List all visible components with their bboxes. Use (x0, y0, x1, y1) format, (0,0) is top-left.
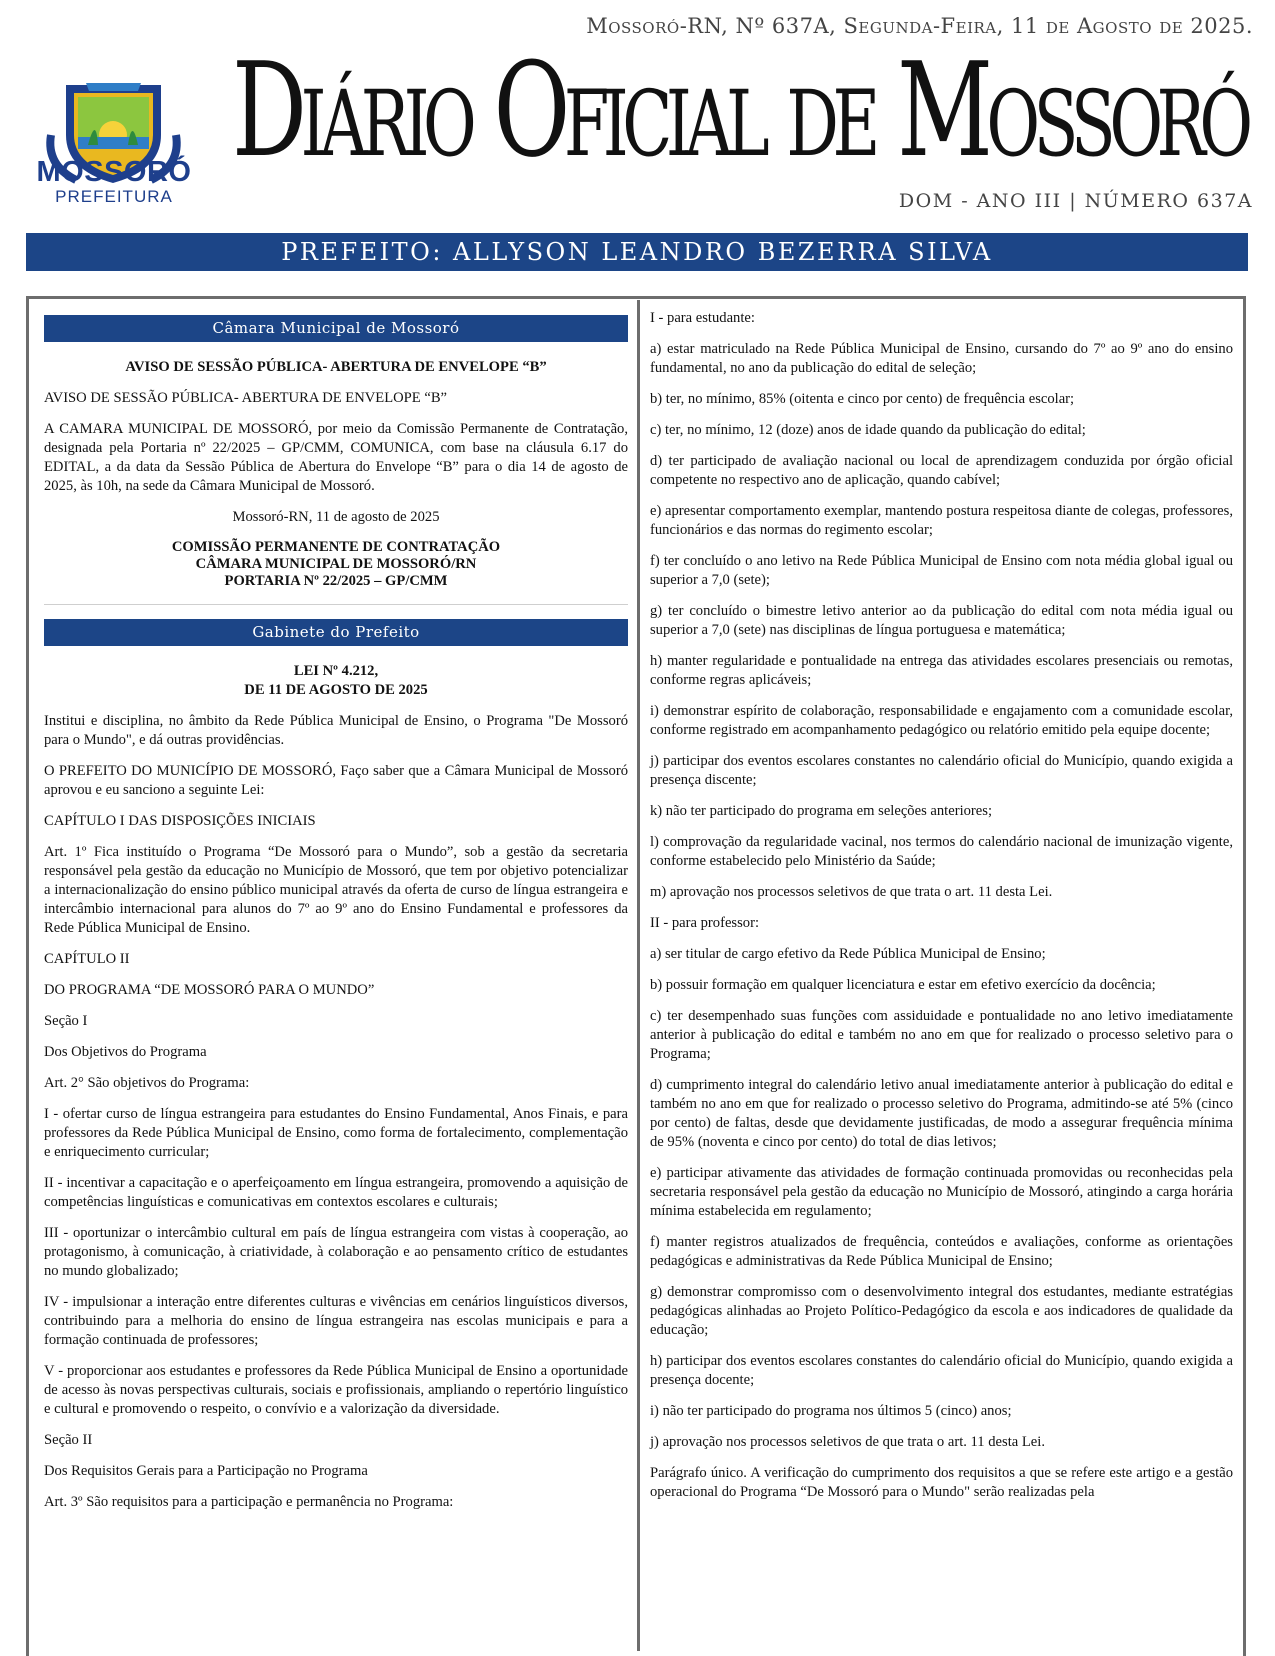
lei-paragraph: l) comprovação da regularidade vacinal, nos termos do calendário nacional de imunização vigente, conforme estabelecido pelo Ministério da Saúde; (650, 834, 1233, 869)
lei-paragraph: Art. 2° São objetivos do Programa: (44, 1075, 250, 1091)
masthead-title: Diário Oficial de Mossoró (232, 34, 1247, 186)
lei-paragraph: i) demonstrar espírito de colaboração, responsabilidade e engajamento com a comunidade escolar, conforme registrado em acompanhamento pedagógico ou relatório emitido pela equipe docente; (650, 703, 1233, 738)
lei-paragraph: a) estar matriculado na Rede Pública Municipal de Ensino, cursando do 7º ao 9º ano do ensino fundamental, no ano da publicação do edital de seleção; (650, 341, 1233, 376)
lei-paragraph: b) ter, no mínimo, 85% (oitenta e cinco por cento) de frequência escolar; (650, 391, 1075, 407)
aviso-date: Mossoró-RN, 11 de agosto de 2025 (232, 509, 440, 525)
lei-paragraph: V - proporcionar aos estudantes e professores da Rede Pública Municipal de Ensino a oportunidade de acesso às novas perspectivas culturais, sociais e profissionais, ampliando o repertório linguístico e cultural e promovendo o respeito, o convívio e a valorização da diversidade. (44, 1363, 628, 1417)
lei-paragraph: Dos Objetivos do Programa (44, 1044, 207, 1060)
logo-subtitle: PREFEITURA (55, 187, 173, 206)
lei-paragraph: CAPÍTULO I DAS DISPOSIÇÕES INICIAIS (44, 813, 316, 829)
lei-paragraph: f) manter registros atualizados de frequência, conteúdos e avaliações, conforme as orientações pedagógicas e administrativas da Rede Pública Municipal de Ensino; (650, 1234, 1233, 1269)
left-column (44, 309, 628, 1524)
lei-paragraph: DO PROGRAMA “DE MOSSORÓ PARA O MUNDO” (44, 982, 375, 998)
lei-paragraph: m) aprovação nos processos seletivos de que trata o art. 11 desta Lei. (650, 884, 1053, 900)
aviso-signature (44, 539, 628, 590)
lei-paragraph: Seção II (44, 1432, 93, 1448)
lei-paragraph: f) ter concluído o ano letivo na Rede Pública Municipal de Ensino com nota média global igual ou superior a 7,0 (sete); (650, 553, 1233, 588)
signature-line: COMISSÃO PERMANENTE DE CONTRATAÇÃO (171, 539, 501, 555)
right-column (650, 309, 1233, 1514)
lei-paragraph: Art. 3º São requisitos para a participação e permanência no Programa: (44, 1494, 454, 1510)
lei-paragraph: Institui e disciplina, no âmbito da Rede Pública Municipal de Ensino, o Programa "De Mossoró para o Mundo", e dá outras providências. (44, 713, 628, 748)
lei-paragraph: II - incentivar a capacitação e o aperfeiçoamento em língua estrangeira, promovendo a aquisição de competências linguísticas e comunicativas em contextos escolares e culturais; (44, 1175, 628, 1210)
lei-paragraph: CAPÍTULO II (44, 951, 130, 967)
lei-paragraph: j) aprovação nos processos seletivos de que trata o art. 11 desta Lei. (650, 1434, 1045, 1450)
lei-paragraph: j) participar dos eventos escolares constantes no calendário oficial do Município, quando exigida a presença discente; (650, 753, 1233, 788)
lei-paragraph: I - para estudante: (650, 310, 755, 326)
lei-paragraph: O PREFEITO DO MUNICÍPIO DE MOSSORÓ, Faço saber que a Câmara Municipal de Mossoró aprovou e eu sanciono a seguinte Lei: (44, 763, 628, 798)
lei-paragraph: g) ter concluído o bimestre letivo anterior ao da publicação do edital com nota média igual ou superior a 7,0 (sete) nas disciplinas de língua portuguesa e matemática; (650, 603, 1233, 638)
lei-number: LEI Nº 4.212, (293, 663, 379, 679)
lei-paragraph: i) não ter participado do programa nos últimos 5 (cinco) anos; (650, 1403, 1012, 1419)
lei-date: DE 11 DE AGOSTO DE 2025 (244, 682, 428, 698)
lei-paragraph: d) cumprimento integral do calendário letivo anual imediatamente anterior à publicação do edital e também no ano em que for realizado o processo seletivo do Programa, admitindo-se até 5% (cinco por cento) de faltas, desde que devidamente justificadas, de modo a assegurar frequência mínima de 95% (noventa e cinco por cento) do total de dias letivos; (650, 1077, 1233, 1150)
lei-paragraph: I - ofertar curso de língua estrangeira para estudantes do Ensino Fundamental, Anos Finais, e para professores da Rede Pública Municipal de Ensino, como forma de fortalecimento, complementação e enriquecimento curricular; (44, 1106, 628, 1160)
signature-line: PORTARIA Nº 22/2025 – GP/CMM (224, 573, 448, 589)
section-header-gabinete: Gabinete do Prefeito (44, 619, 628, 646)
lei-paragraph: d) ter participado de avaliação nacional ou local de aprendizagem conduzida por órgão oficial competente no respectivo ano de aplicação, quando cabível; (650, 453, 1233, 488)
edition-line: Mossoró-RN, Nº 637A, Segunda-Feira, 11 de Agosto de 2025. (586, 14, 1253, 38)
lei-paragraph: b) possuir formação em qualquer licenciatura e estar em efetivo exercício da docência; (650, 977, 1156, 993)
lei-paragraph: h) manter regularidade e pontualidade na entrega das atividades escolares presenciais ou remotas, conforme regras aplicáveis; (650, 653, 1233, 688)
lei-paragraph: Art. 1º Fica instituído o Programa “De Mossoró para o Mundo”, sob a gestão da secretaria responsável pela gestão da educação no Município de Mossoró, que tem por objetivo potencializar a internacionalização do ensino público municipal através da oferta de curso de língua estrangeira e intercâmbio internacional para alunos do 7º ao 9º ano do Ensino Fundamental e professores da Rede Pública Municipal de Ensino. (44, 844, 628, 936)
lei-paragraph: II - para professor: (650, 915, 759, 931)
aviso-title: AVISO DE SESSÃO PÚBLICA- ABERTURA DE ENVELOPE “B” (125, 359, 547, 375)
lei-paragraph: Parágrafo único. A verificação do cumprimento dos requisitos a que se refere este artigo e a gestão operacional do Programa “De Mossoró para o Mundo" serão realizadas pela (650, 1465, 1233, 1500)
logo-name: MOSSORÓ (36, 156, 192, 188)
lei-title (44, 662, 628, 700)
lei-paragraph: IV - impulsionar a interação entre diferentes culturas e vivências em cenários linguísticos diversos, contribuindo para a melhoria do ensino de língua estrangeira nas escolas municipais e para a formação continuada de professores; (44, 1294, 628, 1348)
aviso-subtitle: AVISO DE SESSÃO PÚBLICA- ABERTURA DE ENVELOPE “B” (44, 390, 448, 406)
aviso-body: A CAMARA MUNICIPAL DE MOSSORÓ, por meio da Comissão Permanente de Contratação, designada pela Portaria nº 22/2025 – GP/CMM, COMUNICA, com base na cláusula 6.17 do EDITAL, a da data da Sessão Pública de Abertura do Envelope “B” para o dia 14 de agosto de 2025, às 10h, na sede da Câmara Municipal de Mossoró. (44, 421, 628, 494)
mayor-banner: PREFEITO: ALLYSON LEANDRO BEZERRA SILVA (26, 233, 1248, 271)
lei-body-continued (650, 309, 1233, 1502)
section-header-camara: Câmara Municipal de Mossoró (44, 315, 628, 342)
column-divider (637, 300, 640, 1651)
lei-paragraph: e) participar ativamente das atividades de formação continuada promovidas ou reconhecidas pela secretaria responsável pela gestão da educação no Município de Mossoró, atingindo a carga horária mínima estabelecida em regulamento; (650, 1165, 1233, 1219)
lei-paragraph: h) participar dos eventos escolares constantes do calendário oficial do Município, quando exigida a presença docente; (650, 1353, 1233, 1388)
lei-paragraph: Dos Requisitos Gerais para a Participação no Programa (44, 1463, 368, 1479)
lei-paragraph: a) ser titular de cargo efetivo da Rede Pública Municipal de Ensino; (650, 946, 1046, 962)
section-separator (44, 604, 628, 605)
lei-paragraph: e) apresentar comportamento exemplar, mantendo postura respeitosa diante de colegas, professores, funcionários e das normas do regimento escolar; (650, 503, 1233, 538)
lei-paragraph: Seção I (44, 1013, 88, 1029)
lei-body (44, 712, 628, 1512)
lei-paragraph: c) ter, no mínimo, 12 (doze) anos de idade quando da publicação do edital; (650, 422, 1086, 438)
lei-paragraph: III - oportunizar o intercâmbio cultural em país de língua estrangeira com vistas à cooperação, ao protagonismo, à comunicação, à criatividade, à colaboração e ao pensamento crítico de estudantes no mundo globalizado; (44, 1225, 628, 1279)
lei-paragraph: c) ter desempenhado suas funções com assiduidade e pontualidade no ano letivo imediatamente anterior à publicação do edital e também no ano em que for realizado o processo seletivo para o Programa; (650, 1008, 1233, 1062)
lei-paragraph: k) não ter participado do programa em seleções anteriores; (650, 803, 992, 819)
lei-paragraph: g) demonstrar compromisso com o desenvolvimento integral dos estudantes, mediante estratégias pedagógicas alinhadas ao Projeto Político-Pedagógico da escola e aos indicadores de qualidade da educação; (650, 1284, 1233, 1338)
issue-line: DOM - ANO III | NÚMERO 637A (898, 190, 1253, 212)
signature-line: CÂMARA MUNICIPAL DE MOSSORÓ/RN (195, 556, 477, 572)
